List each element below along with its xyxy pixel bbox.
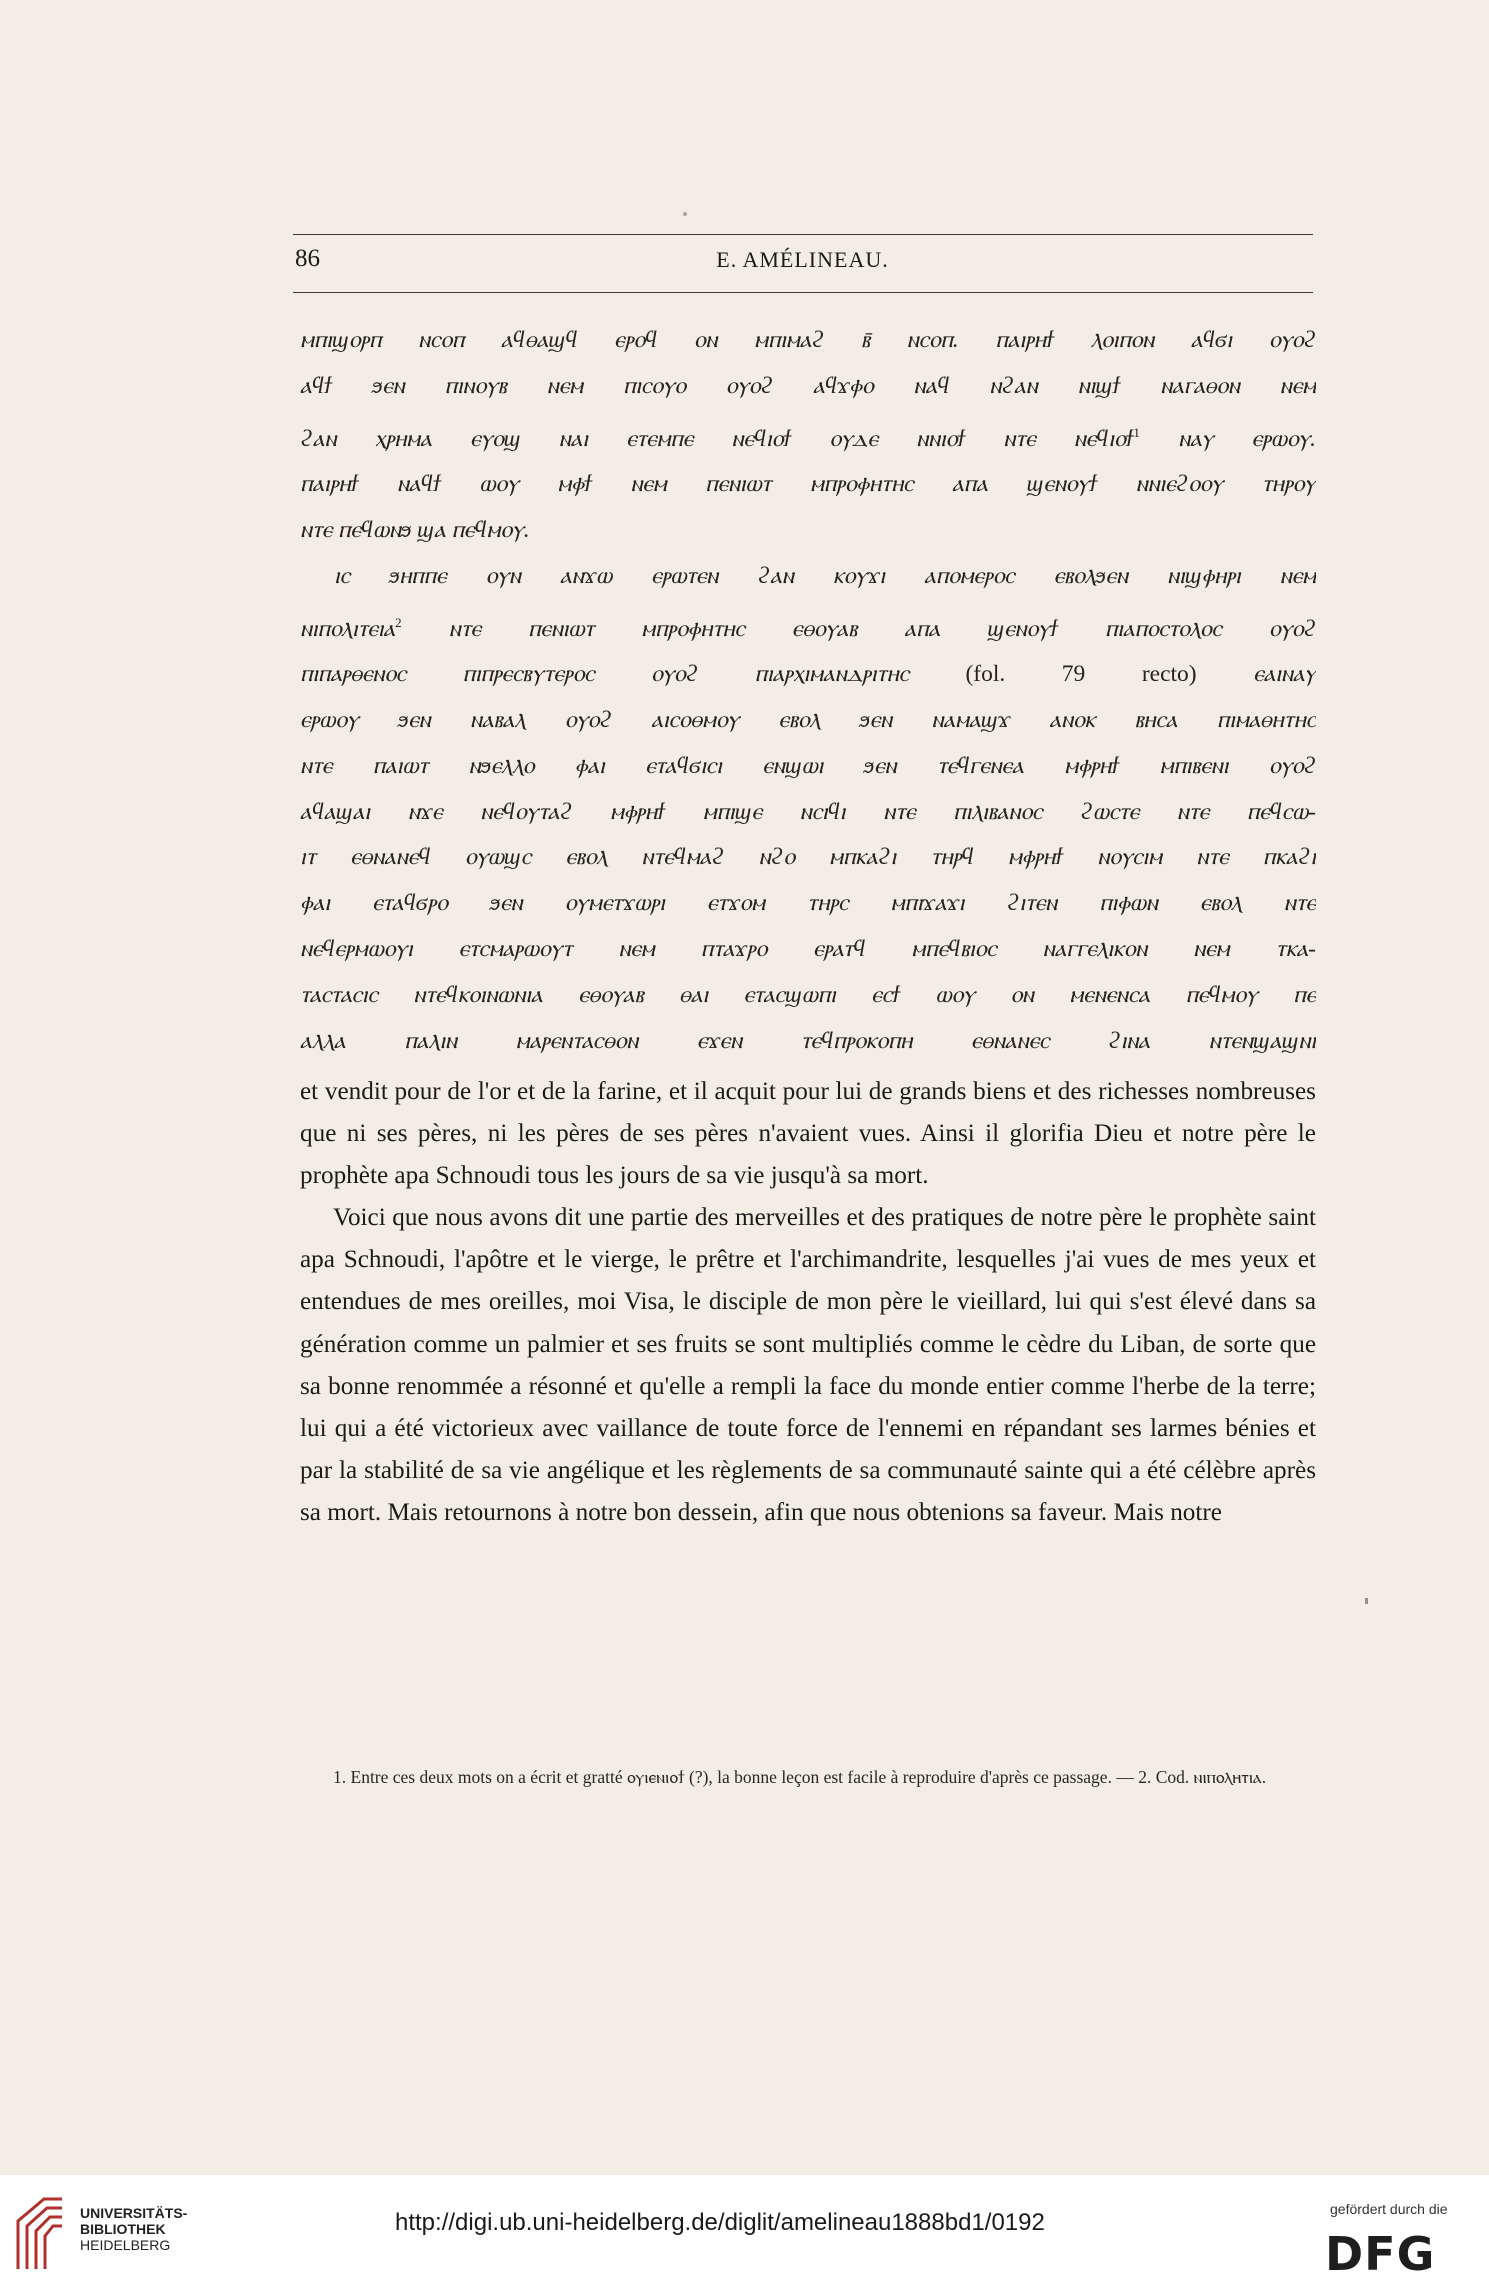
coptic-line-text: ⲡⲓⲡⲁⲣⲑⲉⲛⲟⲥ ⲡⲓⲡⲣⲉⲥⲃⲩⲧⲉⲣⲟⲥ ⲟⲩⲟϩ ⲡⲓⲁⲣⲭⲓⲙⲁⲛⲇⲣⲓⲧⲏⲥ	[300, 661, 909, 688]
translation-paragraph: et vendit pour de l'or et de la farine, et il acquit pour lui de grands biens et des richesses nombreuses que ni ses pères, ni les pères de ses pères n'avaient vues. Ainsi il glorifia Dieu et notre père le prophète apa Schnoudi tous les jours de sa vie jusqu'à sa mort.	[300, 1078, 1316, 1190]
coptic-line-text: ⲛⲁⲩ ⲉⲣⲱⲟⲩ.	[1178, 425, 1316, 452]
footnote-text: 1. Entre ces deux mots on a écrit et gratté ⲟⲩⲓⲉⲛⲓⲟϯ (?), la bonne leçon est facile à reproduire d'après ce passage. — 2. Cod. ⲛⲓⲡⲟⲗⲏⲧⲓⲁ.	[333, 1767, 1267, 1787]
coptic-line: ⲙⲡⲓϣⲟⲣⲡ ⲛⲥⲟⲡ ⲁϥⲑⲁϣϥ ⲉⲣⲟϥ ⲟⲛ ⲙⲡⲓⲙⲁϩ ⲃ̄ ⲛⲥⲟⲡ. ⲡⲁⲓⲣⲏϯ ⲗⲟⲓⲡⲟⲛ ⲁϥϭⲓ ⲟⲩⲟϩ	[300, 327, 1316, 353]
running-header	[295, 245, 1310, 279]
coptic-line-text: ⲛⲧⲉ ⲡⲉⲛⲓⲱⲧ ⲙⲡⲣⲟⲫⲏⲧⲏⲥ ⲉⲑⲟⲩⲁⲃ ⲁⲡⲁ ϣⲉⲛⲟⲩϯ ⲡⲓⲁⲡⲟⲥⲧⲟⲗⲟⲥ ⲟⲩⲟϩ	[448, 615, 1316, 642]
margin-mark	[1365, 1598, 1368, 1604]
permalink-url[interactable]: http://digi.ub.uni-heidelberg.de/diglit/amelineau1888bd1/0192	[395, 2209, 1045, 2236]
coptic-line: ⲡⲁⲓⲣⲏϯ ⲛⲁϥϯ ⲱⲟⲩ ⲙⲫϯ ⲛⲉⲙ ⲡⲉⲛⲓⲱⲧ ⲙⲡⲣⲟⲫⲏⲧⲏⲥ ⲁⲡⲁ ϣⲉⲛⲟⲩϯ ⲛⲛⲓⲉϩⲟⲟⲩ ⲧⲏⲣⲟⲩ	[300, 471, 1316, 498]
coptic-line	[300, 410, 1316, 463]
sponsor-label: gefördert durch die	[1330, 2201, 1448, 2217]
folio-reference: (fol. 79 recto)	[965, 661, 1197, 688]
coptic-line: ⲛⲧⲉ ⲡⲁⲓⲱⲧ ⲛϧⲉⲗⲗⲟ ⲫⲁⲓ ⲉⲧⲁϥϭⲓⲥⲓ ⲉⲛϣⲱⲓ ϧⲉⲛ ⲧⲉϥⲅⲉⲛⲉⲁ ⲙⲫⲣⲏϯ ⲙⲡⲓⲃⲉⲛⲓ ⲟⲩⲟϩ	[300, 752, 1316, 779]
running-title: E. AMÉLINEAU.	[716, 247, 889, 272]
coptic-line: ⲛⲧⲉ ⲡⲉϥⲱⲛϧ ϣⲁ ⲡⲉϥⲙⲟⲩ.	[300, 517, 530, 544]
coptic-line-text: ⲉⲁⲓⲛⲁⲩ	[1253, 661, 1316, 688]
page-number: 86	[295, 245, 320, 272]
header-rule-bottom	[293, 292, 1313, 293]
library-logo-icon	[14, 2195, 66, 2273]
coptic-line: ⲫⲁⲓ ⲉⲧⲁϥϭⲣⲟ ϧⲉⲛ ⲟⲩⲙⲉⲧϫⲱⲣⲓ ⲉⲧϫⲟⲙ ⲧⲏⲣⲥ ⲙⲡⲓϫⲁϫⲓ ϩⲓⲧⲉⲛ ⲡⲓⲫⲱⲛ ⲉⲃⲟⲗ ⲛⲧⲉ	[300, 890, 1316, 917]
header-rule-top	[293, 234, 1313, 235]
library-name	[80, 2205, 187, 2253]
coptic-line: ⲉⲣⲱⲟⲩ ϧⲉⲛ ⲛⲁⲃⲁⲗ ⲟⲩⲟϩ ⲁⲓⲥⲟⲑⲙⲟⲩ ⲉⲃⲟⲗ ϧⲉⲛ ⲛⲁⲙⲁϣϫ ⲁⲛⲟⲕ ⲃⲏⲥⲁ ⲡⲓⲙⲁⲑⲏⲧⲏⲥ	[300, 707, 1316, 734]
library-name-line: UNIVERSITÄTS-	[80, 2205, 188, 2221]
library-name-line: HEIDELBERG	[80, 2237, 171, 2253]
coptic-line: ⲓⲧ ⲉⲑⲛⲁⲛⲉϥ ⲟⲩⲱϣⲥ ⲉⲃⲟⲗ ⲛⲧⲉϥⲙⲁϩ ⲛϩⲟ ⲙⲡⲕⲁϩⲓ ⲧⲏⲣϥ ⲙⲫⲣⲏϯ ⲛⲟⲩⲥⲓⲙ ⲛⲧⲉ ⲡⲕⲁϩⲓ	[300, 844, 1316, 871]
coptic-line: ⲁⲗⲗⲁ ⲡⲁⲗⲓⲛ ⲙⲁⲣⲉⲛⲧⲁⲥⲑⲟⲛ ⲉϫⲉⲛ ⲧⲉϥⲡⲣⲟⲕⲟⲡⲏ ⲉⲑⲛⲁⲛⲉⲥ ϩⲓⲛⲁ ⲛⲧⲉⲛϣⲁϣⲛⲓ	[300, 1027, 1316, 1054]
dfg-logo: DFG	[1325, 2227, 1436, 2281]
footnotes	[300, 1764, 1316, 1791]
coptic-line	[300, 600, 1316, 653]
coptic-line-text: ϩⲁⲛ ⲭⲣⲏⲙⲁ ⲉⲩⲟϣ ⲛⲁⲓ ⲉⲧⲉⲙⲡⲉ ⲛⲉϥⲓⲟϯ ⲟⲩⲇⲉ ⲛⲛⲓⲟϯ ⲛⲧⲉ ⲛⲉϥⲓⲟϯ	[300, 425, 1134, 452]
footnote-marker: 2	[395, 614, 402, 630]
coptic-line	[300, 652, 1316, 698]
coptic-line: ⲧⲁⲥⲧⲁⲥⲓⲥ ⲛⲧⲉϥⲕⲟⲓⲛⲱⲛⲓⲁ ⲉⲑⲟⲩⲁⲃ ⲑⲁⲓ ⲉⲧⲁⲥϣⲱⲡⲓ ⲉⲥϯ ⲱⲟⲩ ⲟⲛ ⲙⲉⲛⲉⲛⲥⲁ ⲡⲉϥⲙⲟⲩ ⲡⲉ	[300, 981, 1316, 1008]
coptic-line: ⲛⲉϥⲉⲣⲙⲱⲟⲩⲓ ⲉⲧⲥⲙⲁⲣⲱⲟⲩⲧ ⲛⲉⲙ ⲡⲧⲁϫⲣⲟ ⲉⲣⲁⲧϥ ⲙⲡⲉϥⲃⲓⲟⲥ ⲛⲁⲅⲅⲉⲗⲓⲕⲟⲛ ⲛⲉⲙ ⲧⲕⲁ-	[300, 936, 1316, 963]
footnote-marker: 1	[1133, 424, 1140, 440]
french-translation	[300, 1071, 1316, 1534]
coptic-line: ⲁϥⲁϣⲁⲓ ⲛϫⲉ ⲛⲉϥⲟⲩⲧⲁϩ ⲙⲫⲣⲏϯ ⲙⲡⲓϣⲉ ⲛⲥⲓϥⲓ ⲛⲧⲉ ⲡⲓⲗⲓⲃⲁⲛⲟⲥ ϩⲱⲥⲧⲉ ⲛⲧⲉ ⲡⲉϥⲥⲱ-	[300, 798, 1316, 825]
coptic-line-text: ⲛⲓⲡⲟⲗⲓⲧⲉⲓⲁ	[300, 615, 396, 642]
coptic-line: ⲁϥϯ ϧⲉⲛ ⲡⲓⲛⲟⲩⲃ ⲛⲉⲙ ⲡⲓⲥⲟⲩⲟ ⲟⲩⲟϩ ⲁϥϫⲫⲟ ⲛⲁϥ ⲛϩⲁⲛ ⲛⲓϣϯ ⲛⲁⲅⲁⲑⲟⲛ ⲛⲉⲙ	[300, 372, 1316, 399]
digitization-footer	[0, 2175, 1489, 2289]
coptic-text-block	[300, 318, 1316, 1064]
paper-speck	[683, 212, 687, 216]
translation-paragraph: Voici que nous avons dit une partie des merveilles et des pratiques de notre père le prophète saint apa Schnoudi, l'apôtre et le vierge, le prêtre et l'archimandrite, lesquelles j'ai vues de mes yeux et entendues de mes oreilles, moi Visa, le disciple de mon père le vieillard, lui qui s'est élevé dans sa génération comme un palmier et ses fruits se sont multipliés comme le cèdre du Liban, de sorte que sa bonne renommée a résonné et qu'elle a rempli la face du monde entier comme l'herbe de la terre; lui qui a été victorieux avec vaillance de toute force de l'ennemi en répandant ses larmes bénies et par la stabilité de sa vie angélique et les règlements de sa communauté sainte qui a été célèbre après sa mort. Mais retournons à notre bon dessein, afin que nous obtenions sa faveur. Mais notre	[300, 1204, 1316, 1526]
library-name-line: BIBLIOTHEK	[80, 2221, 166, 2237]
coptic-line: ⲓⲥ ϧⲏⲡⲡⲉ ⲟⲩⲛ ⲁⲛϫⲱ ⲉⲣⲱⲧⲉⲛ ϩⲁⲛ ⲕⲟⲩϫⲓ ⲁⲡⲟⲙⲉⲣⲟⲥ ⲉⲃⲟⲗϧⲉⲛ ⲛⲓϣⲫⲏⲣⲓ ⲛⲉⲙ	[334, 562, 1316, 589]
